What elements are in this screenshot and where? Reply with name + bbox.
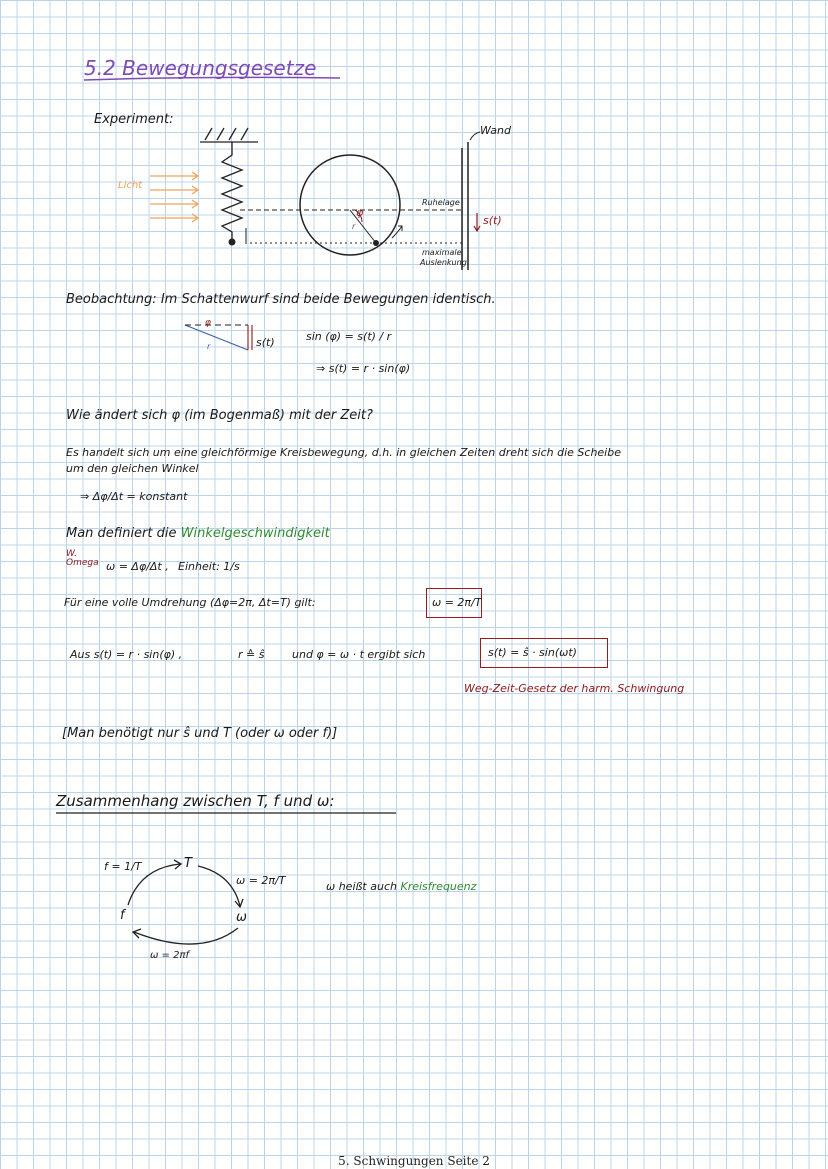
explanation-line-2: um den gleichen Winkel [66,462,199,475]
question-text: Wie ändert sich φ (im Bogenmaß) mit der Zeit? [66,408,373,423]
law-name: Weg-Zeit-Gesetz der harm. Schwingung [464,682,685,695]
angle-label: φ [356,206,364,219]
definition-term: Winkelgeschwindigkeit [180,526,330,541]
law-result: s(t) = ŝ · sin(ωt) [488,646,577,659]
f-equation: f = 1/T [104,860,142,873]
rotating-disc [300,155,400,255]
explanation-line-1: Es handelt sich um eine gleichförmige Kreisbewegung, d.h. in gleichen Zeiten dreht sich die Scheibe [66,446,621,459]
cycle-node-T: T [184,856,192,871]
revolution-text: Für eine volle Umdrehung (Δφ=2π, Δt=T) gilt: [64,596,316,609]
sketch-displacement-label: s(t) [256,336,275,349]
omega-label: W. Omega [66,549,99,568]
omega-result: ω = 2π/T [432,596,482,609]
omega-unit: Einheit: 1/s [178,560,240,573]
radius-label: r [352,222,356,231]
angular-frequency-note [326,880,476,893]
note-prefix: ω heißt auch [326,880,397,893]
definition-text [66,526,330,541]
omega-formula: ω = Δφ/Δt , [106,560,169,573]
max-deflection-label-2: Auslenkung [420,258,467,267]
derivation-r: r ≙ ŝ [238,648,265,661]
triangle-sketch [185,325,252,350]
spring [222,142,242,240]
relation-heading: Zusammenhang zwischen T, f und ω: [56,792,335,810]
wall-label: Wand [480,124,511,137]
page-title: 5.2 Bewegungsgesetze [84,56,317,80]
cycle-node-f: f [120,908,125,923]
sine-formula: sin (φ) = s(t) / r [306,330,392,343]
cycle-node-w: ω [236,910,247,925]
w-from-T-equation: ω = 2π/T [236,874,286,887]
hint-text: [Man benötigt nur ŝ und T (oder ω oder f)] [62,726,338,741]
spring-mass [229,239,236,246]
cycle-diagram [128,860,243,944]
observation-text: Beobachtung: Im Schattenwurf sind beide Bewegungen identisch. [66,292,496,307]
experiment-label: Experiment: [94,112,174,127]
displacement-label: s(t) [483,214,502,227]
definition-prefix: Man definiert die [66,526,177,541]
displacement-formula: ⇒ s(t) = r · sin(φ) [316,362,411,375]
max-deflection-label-1: maximale [422,248,462,257]
sketch-angle-label: φ [205,318,211,328]
sketch-radius-label: r [207,342,211,351]
ceiling-hatch [200,128,258,142]
note-term: Kreisfrequenz [400,880,477,893]
derivation-phi: und φ = ω · t ergibt sich [292,648,426,661]
light-arrows [150,172,198,222]
derivation-start: Aus s(t) = r · sin(φ) , [70,648,183,661]
constant-formula: ⇒ Δφ/Δt = konstant [80,490,188,503]
page-footer: 5. Schwingungen Seite 2 [338,1154,490,1168]
w-from-f-equation: ω = 2πf [150,950,190,961]
rest-position-label: Ruhelage [422,198,460,207]
light-label: Licht [118,180,143,191]
